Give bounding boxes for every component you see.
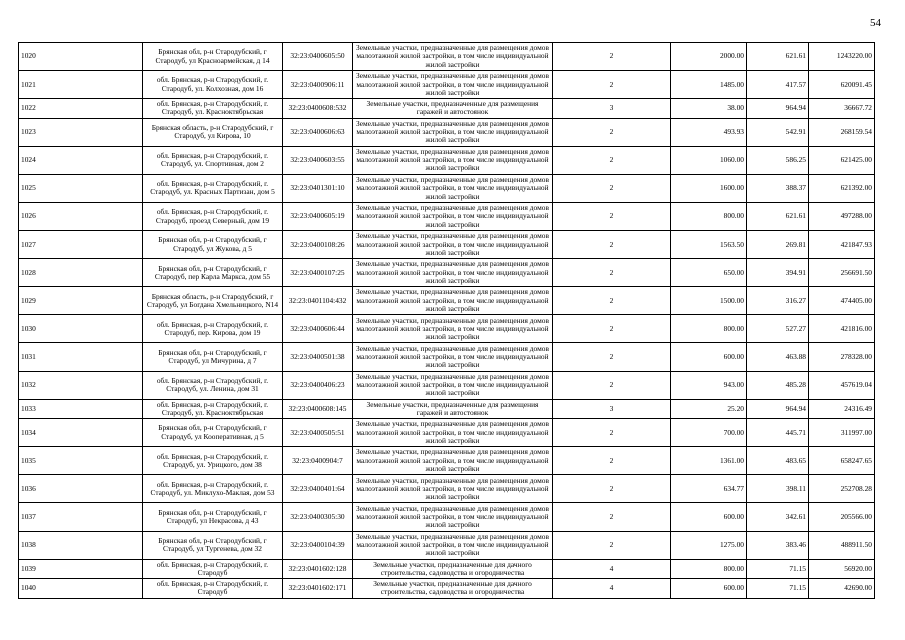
land-use-cell: Земельные участки, предназначенные для размещения домов малоэтажной жилой застройки, в том числе индивидуальной жилой застройки [353, 419, 553, 447]
unit-value-cell: 483.65 [747, 447, 809, 475]
table-row [19, 231, 875, 259]
address-cell: Брянская область, р-н Стародубский, г Стародуб, ул Кирова, 10 [143, 118, 283, 146]
area-cell: 38.00 [671, 99, 747, 119]
cadastral-value-table [18, 42, 875, 599]
unit-value-cell: 445.71 [747, 419, 809, 447]
cadastral-value-cell: 620091.45 [809, 71, 875, 99]
category-cell: 2 [553, 259, 671, 287]
land-use-cell: Земельные участки, предназначенные для дачного строительства, садоводства и огородничества [353, 559, 553, 579]
cadastral-number-cell: 32:23:0400606:63 [283, 118, 353, 146]
table-row [19, 579, 875, 599]
row-number: 1027 [19, 231, 143, 259]
unit-value-cell: 342.61 [747, 503, 809, 531]
category-cell: 2 [553, 475, 671, 503]
address-cell: Брянская обл, р-н Стародубский, г Стародуб, ул Красноармейская, д 14 [143, 43, 283, 71]
cadastral-value-cell: 621392.00 [809, 174, 875, 202]
cadastral-number-cell: 32:23:0400603:55 [283, 146, 353, 174]
area-cell: 800.00 [671, 315, 747, 343]
address-cell: обл. Брянская, р-н Стародубский, г. Стародуб, пер. Кирова, дом 19 [143, 315, 283, 343]
cadastral-value-cell: 205566.00 [809, 503, 875, 531]
land-use-cell: Земельные участки, предназначенные для размещения домов малоэтажной жилой застройки, в том числе индивидуальной жилой застройки [353, 531, 553, 559]
address-cell: Брянская обл, р-н Стародубский, г Стародуб, ул Тургенева, дом 32 [143, 531, 283, 559]
land-use-cell: Земельные участки, предназначенные для размещения домов малоэтажной жилой застройки, в том числе индивидуальной жилой застройки [353, 287, 553, 315]
address-cell: обл. Брянская, р-н Стародубский, г. Стародуб, ул. Ленина, дом 31 [143, 371, 283, 399]
land-use-cell: Земельные участки, предназначенные для дачного строительства, садоводства и огородничества [353, 579, 553, 599]
unit-value-cell: 485.28 [747, 371, 809, 399]
category-cell: 2 [553, 531, 671, 559]
address-cell: Брянская обл, р-н Стародубский, г Стародуб, пер Карла Маркса, дом 55 [143, 259, 283, 287]
unit-value-cell: 417.57 [747, 71, 809, 99]
cadastral-value-cell: 56920.00 [809, 559, 875, 579]
cadastral-number-cell: 32:23:0400501:38 [283, 343, 353, 371]
unit-value-cell: 621.61 [747, 43, 809, 71]
cadastral-number-cell: 32:23:0400108:26 [283, 231, 353, 259]
land-use-cell: Земельные участки, предназначенные для размещения домов малоэтажной жилой застройки, в том числе индивидуальной жилой застройки [353, 202, 553, 230]
cadastral-value-cell: 24316.49 [809, 399, 875, 419]
category-cell: 2 [553, 343, 671, 371]
row-number: 1020 [19, 43, 143, 71]
unit-value-cell: 527.27 [747, 315, 809, 343]
area-cell: 800.00 [671, 202, 747, 230]
cadastral-number-cell: 32:23:0401602:128 [283, 559, 353, 579]
category-cell: 2 [553, 231, 671, 259]
unit-value-cell: 394.91 [747, 259, 809, 287]
land-use-cell: Земельные участки, предназначенные для размещения домов малоэтажной жилой застройки, в том числе индивидуальной жилой застройки [353, 118, 553, 146]
table-body [19, 43, 875, 599]
row-number: 1030 [19, 315, 143, 343]
row-number: 1035 [19, 447, 143, 475]
unit-value-cell: 71.15 [747, 559, 809, 579]
cadastral-number-cell: 32:23:0400107:25 [283, 259, 353, 287]
table-row [19, 419, 875, 447]
category-cell: 2 [553, 43, 671, 71]
table-row [19, 146, 875, 174]
address-cell: Брянская обл, р-н Стародубский, г Стародуб, ул Кооперативная, д 5 [143, 419, 283, 447]
cadastral-value-cell: 421816.00 [809, 315, 875, 343]
cadastral-value-cell: 311997.00 [809, 419, 875, 447]
land-use-cell: Земельные участки, предназначенные для размещения домов малоэтажной жилой застройки, в том числе индивидуальной жилой застройки [353, 343, 553, 371]
area-cell: 1500.00 [671, 287, 747, 315]
table-row [19, 202, 875, 230]
category-cell: 2 [553, 371, 671, 399]
row-number: 1023 [19, 118, 143, 146]
category-cell: 2 [553, 503, 671, 531]
category-cell: 2 [553, 202, 671, 230]
row-number: 1032 [19, 371, 143, 399]
area-cell: 1485.00 [671, 71, 747, 99]
address-cell: Брянская обл, р-н Стародубский, г Стародуб, ул Жукова, д 5 [143, 231, 283, 259]
land-use-cell: Земельные участки, предназначенные для размещения домов малоэтажной жилой застройки, в том числе индивидуальной жилой застройки [353, 259, 553, 287]
unit-value-cell: 398.11 [747, 475, 809, 503]
address-cell: обл. Брянская, р-н Стародубский, г. Стародуб, ул. Спортивная, дом 2 [143, 146, 283, 174]
address-cell: обл. Брянская, р-н Стародубский, г. Стародуб [143, 559, 283, 579]
unit-value-cell: 463.88 [747, 343, 809, 371]
table-row [19, 399, 875, 419]
address-cell: Брянская обл, р-н Стародубский, г Стародуб, ул Мичурина, д 7 [143, 343, 283, 371]
address-cell: обл. Брянская, р-н Стародубский, г. Стародуб, ул. Колхозная, дом 16 [143, 71, 283, 99]
table-row [19, 118, 875, 146]
cadastral-number-cell: 32:23:0401301:10 [283, 174, 353, 202]
cadastral-number-cell: 32:23:0401602:171 [283, 579, 353, 599]
land-use-cell: Земельные участки, предназначенные для размещения домов малоэтажной жилой застройки, в том числе индивидуальной жилой застройки [353, 447, 553, 475]
unit-value-cell: 542.91 [747, 118, 809, 146]
address-cell: обл. Брянская, р-н Стародубский, г. Стародуб [143, 579, 283, 599]
cadastral-value-cell: 278328.00 [809, 343, 875, 371]
table-row [19, 447, 875, 475]
address-cell: Брянская область, р-н Стародубский, г Стародуб, ул Богдана Хмельницкого, N14 [143, 287, 283, 315]
category-cell: 3 [553, 99, 671, 119]
area-cell: 1361.00 [671, 447, 747, 475]
area-cell: 943.00 [671, 371, 747, 399]
cadastral-value-cell: 42690.00 [809, 579, 875, 599]
cadastral-value-cell: 457619.04 [809, 371, 875, 399]
area-cell: 800.00 [671, 559, 747, 579]
address-cell: обл. Брянская, р-н Стародубский, г. Стародуб, ул. Миклухо-Маклая, дом 53 [143, 475, 283, 503]
area-cell: 1600.00 [671, 174, 747, 202]
cadastral-number-cell: 32:23:0400606:44 [283, 315, 353, 343]
cadastral-value-cell: 252708.28 [809, 475, 875, 503]
category-cell: 2 [553, 315, 671, 343]
address-cell: обл. Брянская, р-н Стародубский, г. Стародуб, ул. Красноктябрьская [143, 99, 283, 119]
table-row [19, 315, 875, 343]
unit-value-cell: 388.37 [747, 174, 809, 202]
table-row [19, 371, 875, 399]
unit-value-cell: 964.94 [747, 399, 809, 419]
cadastral-number-cell: 32:23:0400608:532 [283, 99, 353, 119]
cadastral-number-cell: 32:23:0400605:50 [283, 43, 353, 71]
table-row [19, 259, 875, 287]
area-cell: 25.20 [671, 399, 747, 419]
land-use-cell: Земельные участки, предназначенные для размещения домов малоэтажной жилой застройки, в том числе индивидуальной жилой застройки [353, 174, 553, 202]
cadastral-value-cell: 1243220.00 [809, 43, 875, 71]
table-row [19, 503, 875, 531]
unit-value-cell: 71.15 [747, 579, 809, 599]
category-cell: 2 [553, 447, 671, 475]
land-use-cell: Земельные участки, предназначенные для размещения домов малоэтажной жилой застройки, в том числе индивидуальной жилой застройки [353, 503, 553, 531]
cadastral-number-cell: 32:23:0400904:7 [283, 447, 353, 475]
address-cell: обл. Брянская, р-н Стародубский, г. Стародуб, ул. Красных Партизан, дом 5 [143, 174, 283, 202]
area-cell: 2000.00 [671, 43, 747, 71]
area-cell: 600.00 [671, 503, 747, 531]
area-cell: 600.00 [671, 579, 747, 599]
row-number: 1021 [19, 71, 143, 99]
row-number: 1031 [19, 343, 143, 371]
cadastral-value-cell: 474405.00 [809, 287, 875, 315]
area-cell: 700.00 [671, 419, 747, 447]
table-row [19, 99, 875, 119]
row-number: 1040 [19, 579, 143, 599]
table-row [19, 531, 875, 559]
row-number: 1036 [19, 475, 143, 503]
land-use-cell: Земельные участки, предназначенные для размещения домов малоэтажной жилой застройки, в том числе индивидуальной жилой застройки [353, 43, 553, 71]
area-cell: 634.77 [671, 475, 747, 503]
cadastral-number-cell: 32:23:0400305:30 [283, 503, 353, 531]
land-use-cell: Земельные участки, предназначенные для размещения домов малоэтажной жилой застройки, в том числе индивидуальной жилой застройки [353, 371, 553, 399]
category-cell: 2 [553, 71, 671, 99]
cadastral-number-cell: 32:23:0400401:64 [283, 475, 353, 503]
category-cell: 3 [553, 399, 671, 419]
unit-value-cell: 316.27 [747, 287, 809, 315]
category-cell: 4 [553, 559, 671, 579]
cadastral-value-cell: 658247.65 [809, 447, 875, 475]
area-cell: 1563.50 [671, 231, 747, 259]
cadastral-number-cell: 32:23:0401104:432 [283, 287, 353, 315]
land-use-cell: Земельные участки, предназначенные для размещения гаражей и автостоянок [353, 99, 553, 119]
table-row [19, 343, 875, 371]
row-number: 1039 [19, 559, 143, 579]
table-row [19, 71, 875, 99]
table-row [19, 287, 875, 315]
cadastral-value-cell: 421847.93 [809, 231, 875, 259]
row-number: 1033 [19, 399, 143, 419]
row-number: 1034 [19, 419, 143, 447]
row-number: 1037 [19, 503, 143, 531]
land-use-cell: Земельные участки, предназначенные для размещения домов малоэтажной жилой застройки, в том числе индивидуальной жилой застройки [353, 315, 553, 343]
area-cell: 600.00 [671, 343, 747, 371]
cadastral-number-cell: 32:23:0400104:39 [283, 531, 353, 559]
table-row [19, 559, 875, 579]
land-use-cell: Земельные участки, предназначенные для размещения домов малоэтажной жилой застройки, в том числе индивидуальной жилой застройки [353, 146, 553, 174]
category-cell: 2 [553, 174, 671, 202]
address-cell: обл. Брянская, р-н Стародубский, г. Стародуб, ул. Урицкого, дом 38 [143, 447, 283, 475]
land-use-cell: Земельные участки, предназначенные для размещения гаражей и автостоянок [353, 399, 553, 419]
cadastral-value-cell: 268159.54 [809, 118, 875, 146]
land-use-cell: Земельные участки, предназначенные для размещения домов малоэтажной жилой застройки, в том числе индивидуальной жилой застройки [353, 71, 553, 99]
cadastral-number-cell: 32:23:0400505:51 [283, 419, 353, 447]
address-cell: обл. Брянская, р-н Стародубский, г. Стародуб, ул. Красноктябрьская [143, 399, 283, 419]
unit-value-cell: 383.46 [747, 531, 809, 559]
area-cell: 650.00 [671, 259, 747, 287]
row-number: 1025 [19, 174, 143, 202]
row-number: 1022 [19, 99, 143, 119]
category-cell: 2 [553, 419, 671, 447]
cadastral-value-cell: 488911.50 [809, 531, 875, 559]
category-cell: 2 [553, 287, 671, 315]
row-number: 1038 [19, 531, 143, 559]
table-row [19, 174, 875, 202]
unit-value-cell: 621.61 [747, 202, 809, 230]
cadastral-value-cell: 497288.00 [809, 202, 875, 230]
row-number: 1029 [19, 287, 143, 315]
address-cell: Брянская обл, р-н Стародубский, г Стародуб, ул Некрасова, д 43 [143, 503, 283, 531]
area-cell: 493.93 [671, 118, 747, 146]
row-number: 1026 [19, 202, 143, 230]
table-row [19, 475, 875, 503]
cadastral-number-cell: 32:23:0400608:145 [283, 399, 353, 419]
table-row [19, 43, 875, 71]
page-number: 54 [870, 17, 881, 29]
category-cell: 4 [553, 579, 671, 599]
cadastral-number-cell: 32:23:0400605:19 [283, 202, 353, 230]
row-number: 1028 [19, 259, 143, 287]
area-cell: 1275.00 [671, 531, 747, 559]
cadastral-value-cell: 256691.50 [809, 259, 875, 287]
cadastral-number-cell: 32:23:0400406:23 [283, 371, 353, 399]
cadastral-number-cell: 32:23:0400906:11 [283, 71, 353, 99]
category-cell: 2 [553, 146, 671, 174]
cadastral-value-cell: 621425.00 [809, 146, 875, 174]
area-cell: 1060.00 [671, 146, 747, 174]
unit-value-cell: 964.94 [747, 99, 809, 119]
unit-value-cell: 586.25 [747, 146, 809, 174]
unit-value-cell: 269.81 [747, 231, 809, 259]
cadastral-value-cell: 36667.72 [809, 99, 875, 119]
land-use-cell: Земельные участки, предназначенные для размещения домов малоэтажной жилой застройки, в том числе индивидуальной жилой застройки [353, 475, 553, 503]
category-cell: 2 [553, 118, 671, 146]
land-use-cell: Земельные участки, предназначенные для размещения домов малоэтажной жилой застройки, в том числе индивидуальной жилой застройки [353, 231, 553, 259]
row-number: 1024 [19, 146, 143, 174]
address-cell: обл. Брянская, р-н Стародубский, г. Стародуб, проезд Северный, дом 19 [143, 202, 283, 230]
